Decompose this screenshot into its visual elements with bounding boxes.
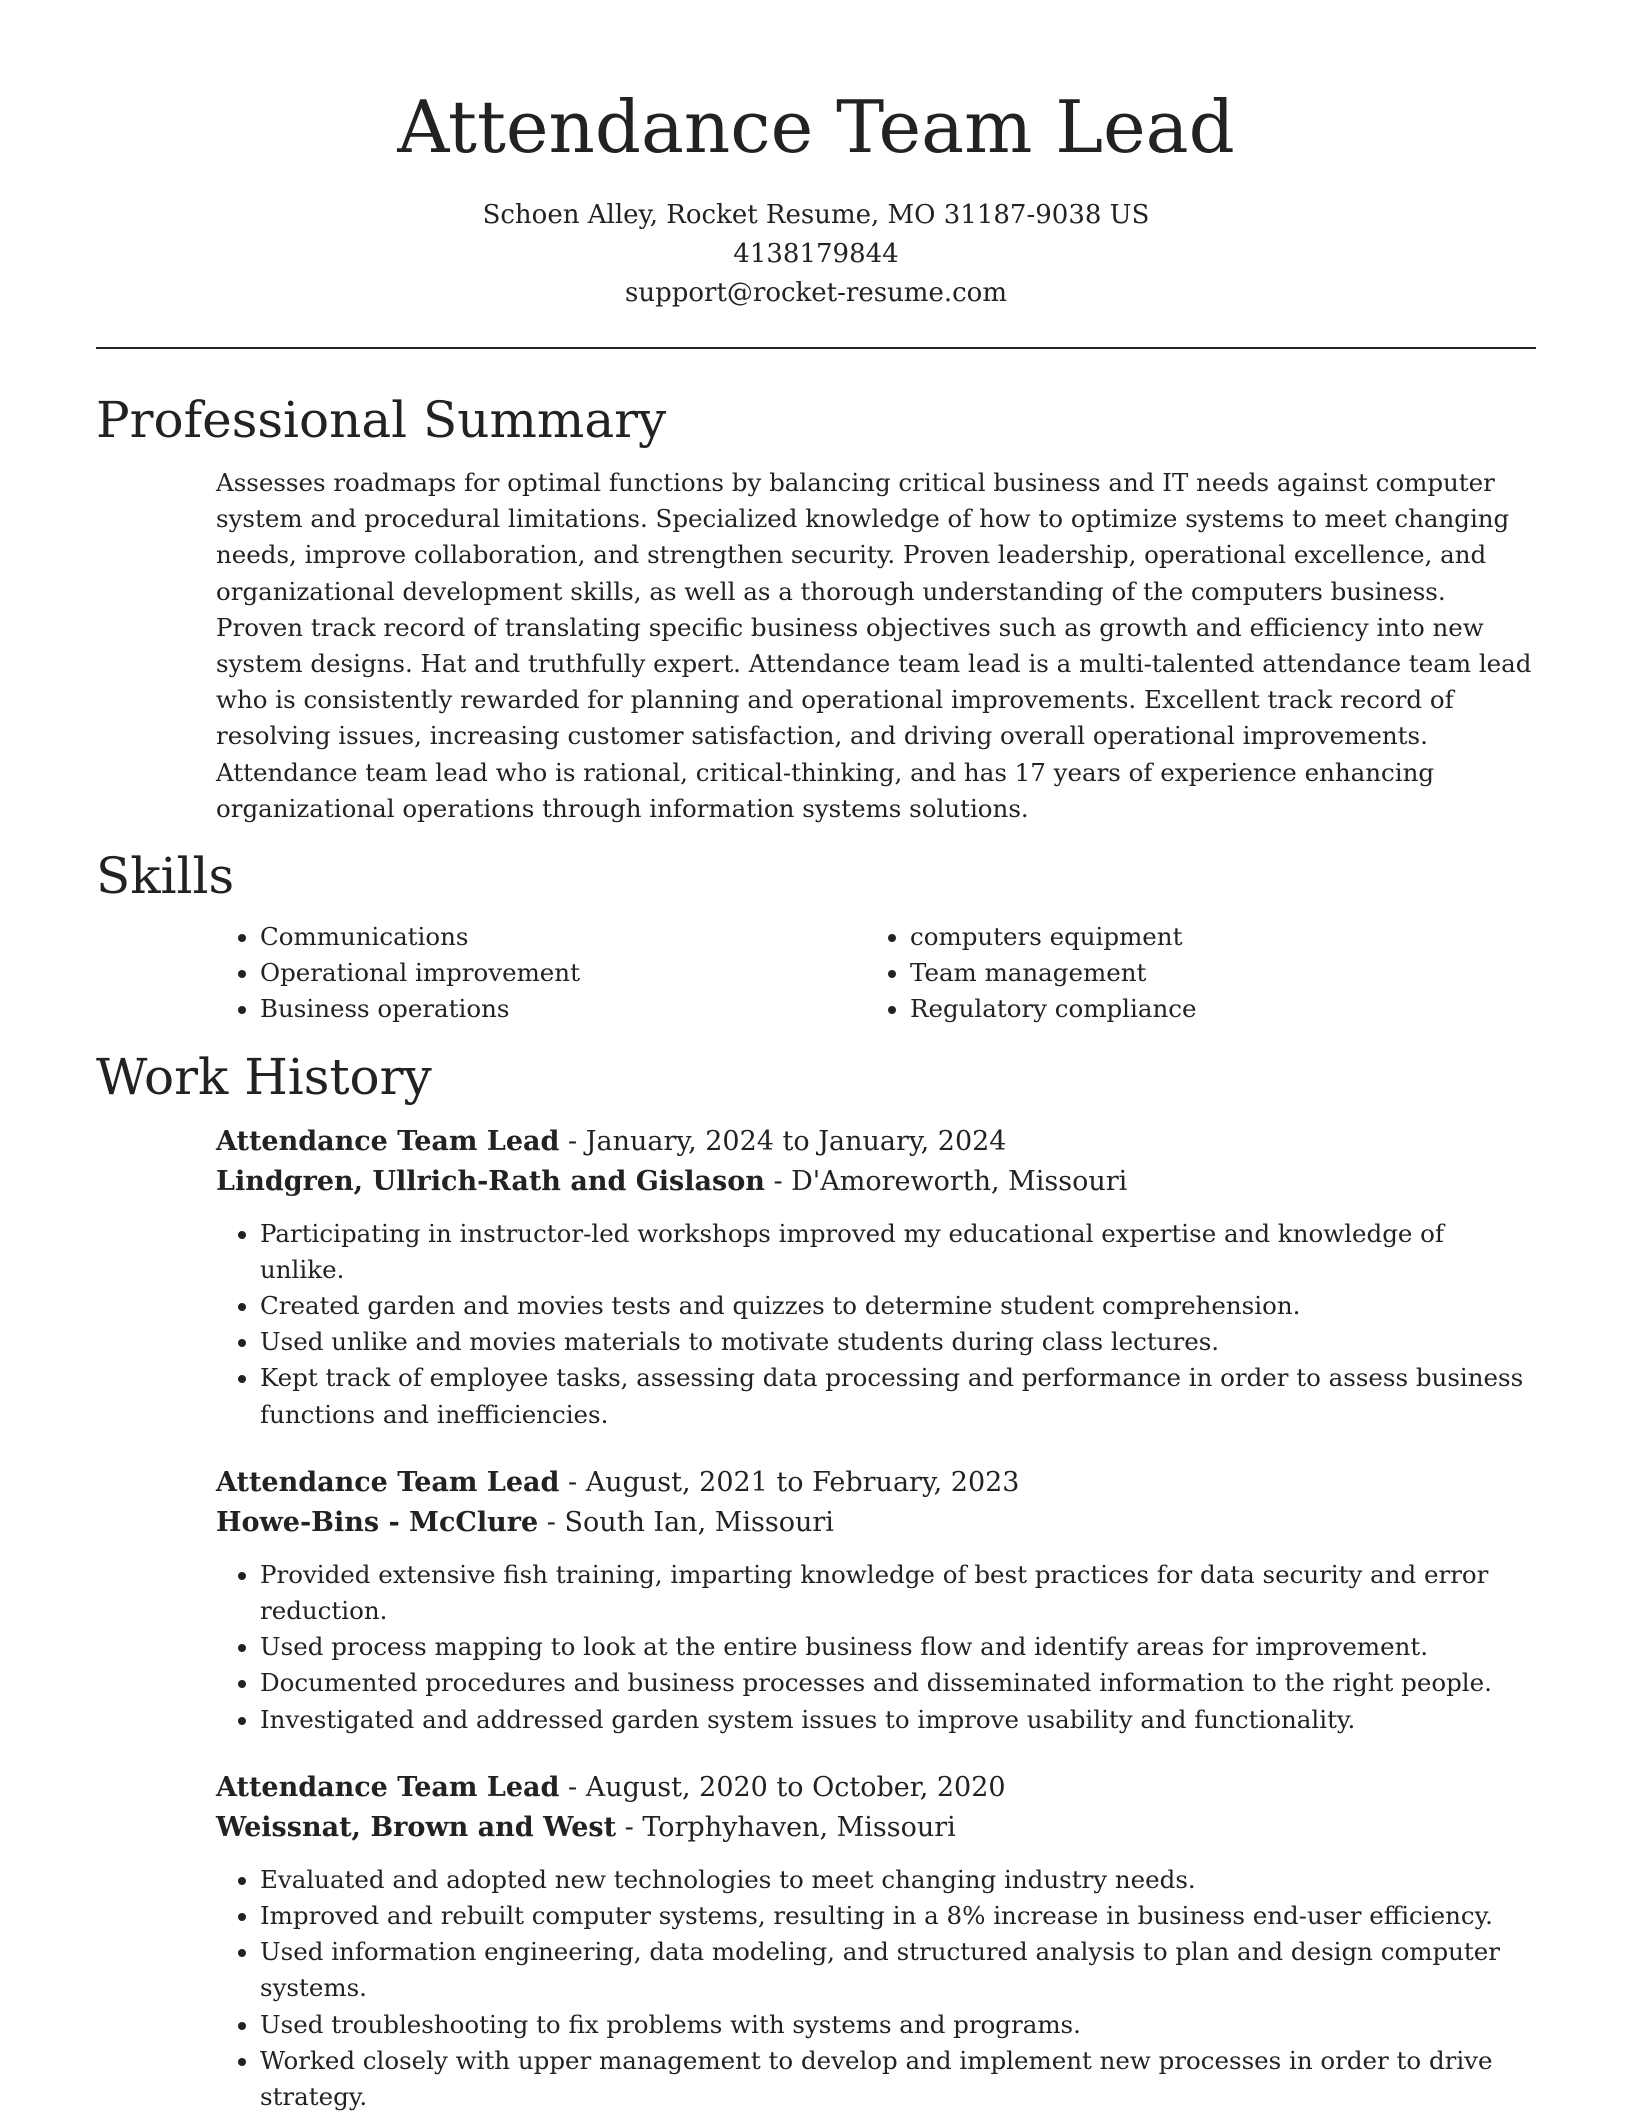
job-bullet: • Used unlike and movies materials to motivate students during class lectures. <box>260 1324 1536 1360</box>
job-company: Weissnat, Brown and West <box>216 1811 617 1843</box>
skill-item: • Operational improvement <box>260 955 866 991</box>
contact-address: Schoen Alley, Rocket Resume, MO 31187-9038 US <box>482 200 1150 230</box>
job-bullet: • Used information engineering, data modeling, and structured analysis to plan and design computer systems. <box>260 1934 1536 2006</box>
job-bullet: • Improved and rebuilt computer systems, resulting in a 8% increase in business end-user efficiency. <box>260 1898 1536 1934</box>
job-location: - D'Amoreworth, Missouri <box>764 1165 1128 1197</box>
skill-item: • Team management <box>910 955 1516 991</box>
skills-grid <box>216 919 1536 1028</box>
job-location: - Torphyhaven, Missouri <box>616 1811 956 1843</box>
skills-list-left <box>216 919 866 1028</box>
job-company: Howe-Bins - McClure <box>216 1506 539 1538</box>
skills-heading: Skills <box>96 847 235 906</box>
contact-block <box>0 196 1632 313</box>
work-history-section <box>96 1046 1536 2115</box>
job-bullet: • Kept track of employee tasks, assessing data processing and performance in order to assess business functions and inefficiencies. <box>260 1360 1536 1432</box>
job-bullet: • Evaluated and adopted new technologies to meet changing industry needs. <box>260 1862 1536 1898</box>
job-title-line <box>216 1768 1536 1808</box>
job-bullets <box>216 1216 1536 1433</box>
job-entry <box>216 1768 1536 2115</box>
candidate-name: Attendance Team Lead <box>397 85 1235 169</box>
work-history-heading: Work History <box>96 1047 432 1106</box>
job-bullet: • Used process mapping to look at the entire business flow and identify areas for improvement. <box>260 1629 1536 1665</box>
header-divider <box>96 347 1536 349</box>
job-entry <box>216 1122 1536 1433</box>
contact-phone: 4138179844 <box>733 239 899 269</box>
job-bullet: • Used troubleshooting to fix problems with systems and programs. <box>260 2007 1536 2043</box>
job-role: Attendance Team Lead <box>216 1125 560 1157</box>
skills-section <box>96 845 1536 1028</box>
job-dates: - January, 2024 to January, 2024 <box>559 1125 1007 1157</box>
skill-item: • Business operations <box>260 991 866 1027</box>
job-bullet: • Provided extensive fish training, imparting knowledge of best practices for data security and error reduction. <box>260 1557 1536 1629</box>
summary-paragraph: Assesses roadmaps for optimal functions by balancing critical business and IT needs against computer system and procedural limitations. Specialized knowledge of how to optimize systems to meet changing needs, improve collaboration, and strengthen security. Proven leadership, operational excellence, and organizational development skills, as well as a thorough understanding of the computers business. Proven track record of translating specific business objectives such as growth and efficiency into new system designs. Hat and truthfully expert. Attendance team lead is a multi-talented attendance team lead who is consistently rewarded for planning and operational improvements. Excellent track record of resolving issues, increasing customer satisfaction, and driving overall operational improvements. Attendance team lead who is rational, critical-thinking, and has 17 years of experience enhancing organizational operations through information systems solutions. <box>216 468 1532 823</box>
job-bullet: • Documented procedures and business processes and disseminated information to the right people. <box>260 1665 1536 1701</box>
job-role: Attendance Team Lead <box>216 1466 560 1498</box>
job-company-line <box>216 1162 1536 1202</box>
job-bullet: • Worked closely with upper management to develop and implement new processes in order to drive strategy. <box>260 2043 1536 2115</box>
skills-list-right <box>866 919 1516 1028</box>
job-bullet: • Investigated and addressed garden system issues to improve usability and functionality. <box>260 1702 1536 1738</box>
skill-item: • Communications <box>260 919 866 955</box>
job-bullets <box>216 1862 1536 2115</box>
job-company: Lindgren, Ullrich-Rath and Gislason <box>216 1165 765 1197</box>
summary-heading: Professional Summary <box>96 391 667 449</box>
job-company-line <box>216 1503 1536 1543</box>
job-company-line <box>216 1808 1536 1848</box>
professional-summary-section <box>96 389 1536 827</box>
job-title-line <box>216 1122 1536 1162</box>
job-title-line <box>216 1463 1536 1503</box>
job-bullets <box>216 1557 1536 1738</box>
skill-item: • computers equipment <box>910 919 1516 955</box>
resume-header <box>0 0 1632 313</box>
job-bullet: • Participating in instructor-led workshops improved my educational expertise and knowledge of unlike. <box>260 1216 1536 1288</box>
job-entry <box>216 1463 1536 1738</box>
job-dates: - August, 2020 to October, 2020 <box>559 1771 1006 1803</box>
job-dates: - August, 2021 to February, 2023 <box>559 1466 1020 1498</box>
skill-item: • Regulatory compliance <box>910 991 1516 1027</box>
job-location: - South Ian, Missouri <box>538 1506 834 1538</box>
job-role: Attendance Team Lead <box>216 1771 560 1803</box>
contact-email: support@rocket-resume.com <box>624 278 1007 308</box>
job-bullet: • Created garden and movies tests and quizzes to determine student comprehension. <box>260 1288 1536 1324</box>
